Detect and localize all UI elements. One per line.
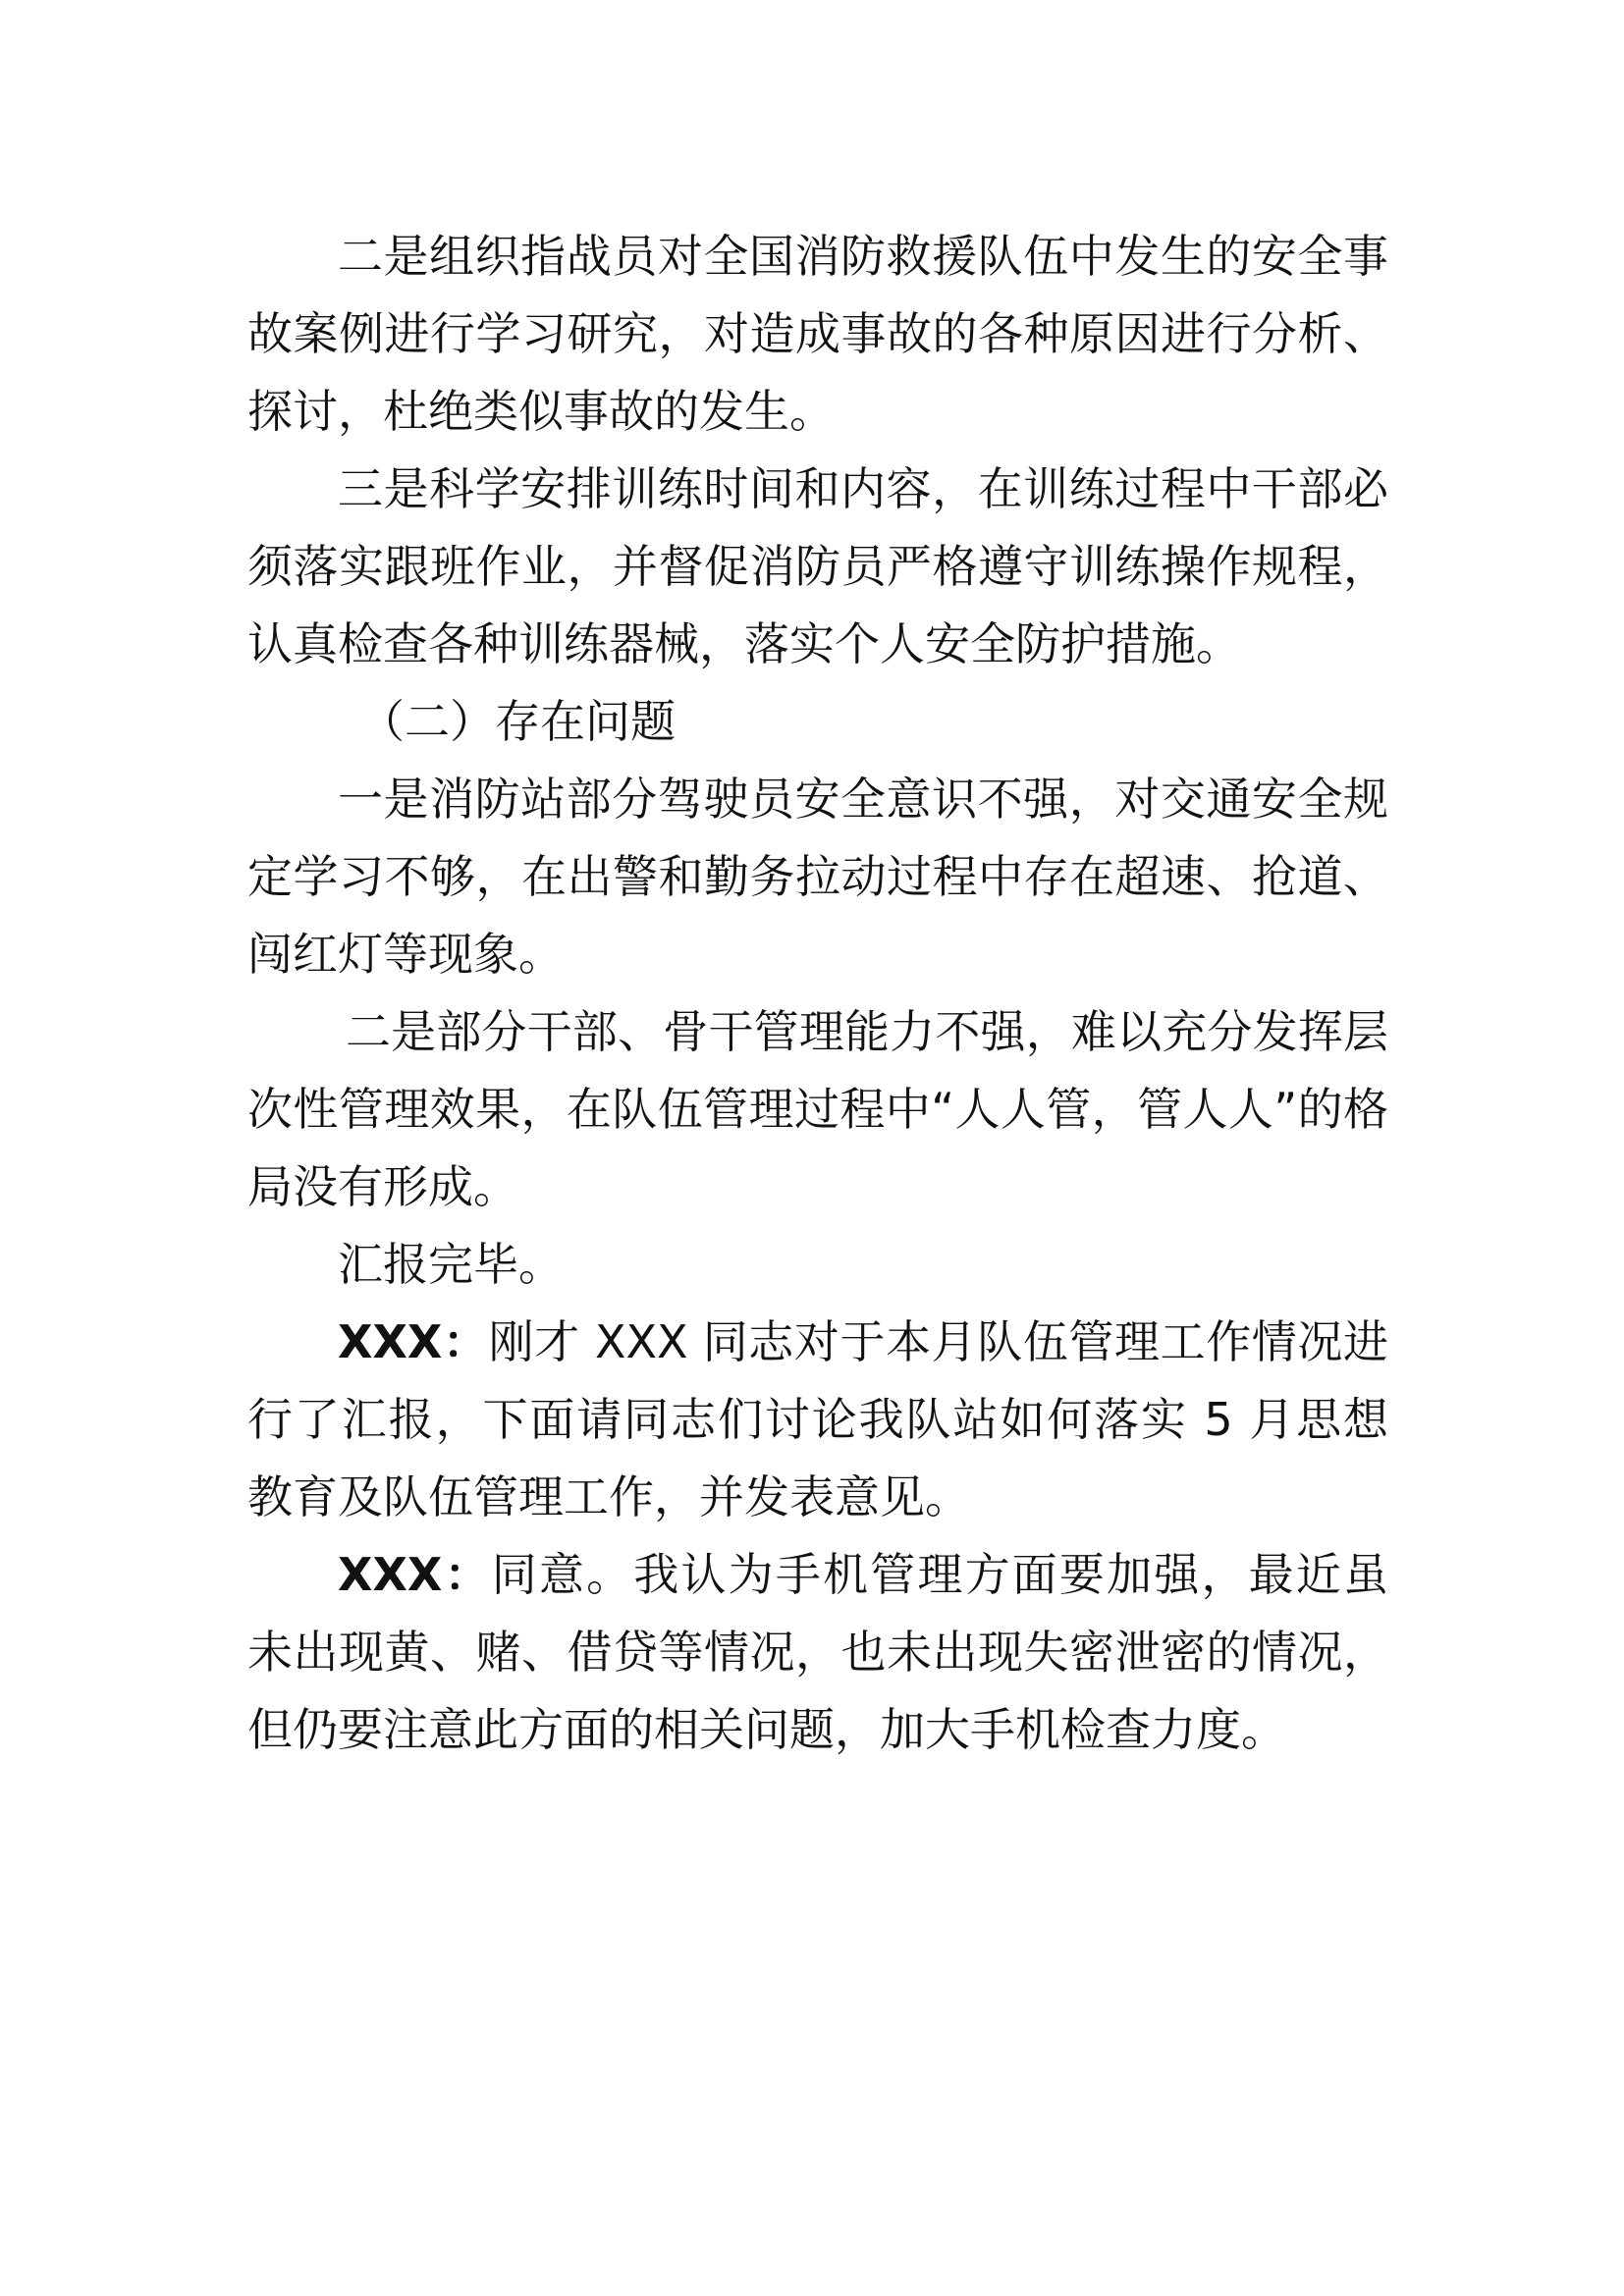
paragraph-driver-safety: 一是消防站部分驾驶员安全意识不强，对交通安全规定学习不够，在出警和勤务拉动过程中存在超速、抢道、闯红灯等现象。 (247, 773, 1388, 981)
section-heading-problems: （二）存在问题 (359, 695, 676, 748)
discussion-text: 刚才 XXX 同志对于本月队伍管理工作情况进行了汇报，下面请同志们讨论我队站如何落实 5 月思想教育及队伍管理工作，并发表意见。 (247, 1315, 1388, 1523)
paragraph-discussion-prompt (247, 1304, 1388, 1536)
paragraph-training-schedule: 三是科学安排训练时间和内容，在训练过程中干部必须落实跟班作业，并督促消防员严格遵守训练操作规程，认真检查各种训练器械，落实个人安全防护措施。 (247, 462, 1388, 670)
paragraph-management-ability: 二是部分干部、骨干管理能力不强，难以充分发挥层次性管理效果，在队伍管理过程中“人人管，管人人”的格局没有形成。 (247, 1005, 1388, 1213)
speaker-label: XXX： (338, 1315, 489, 1368)
speaker-label: XXX： (338, 1548, 492, 1601)
opinion-text: 同意。我认为手机管理方面要加强，最近虽未出现黄、赌、借贷等情况，也未出现失密泄密的情况，但仍要注意此方面的相关问题，加大手机检查力度。 (247, 1548, 1388, 1756)
paragraph-training-cases: 二是组织指战员对全国消防救援队伍中发生的安全事故案例进行学习研究，对造成事故的各种原因进行分析、探讨，杜绝类似事故的发生。 (247, 230, 1388, 438)
document-page (247, 218, 1388, 1769)
paragraph-phone-management (247, 1536, 1388, 1769)
paragraph-report-end: 汇报完毕。 (338, 1238, 564, 1291)
